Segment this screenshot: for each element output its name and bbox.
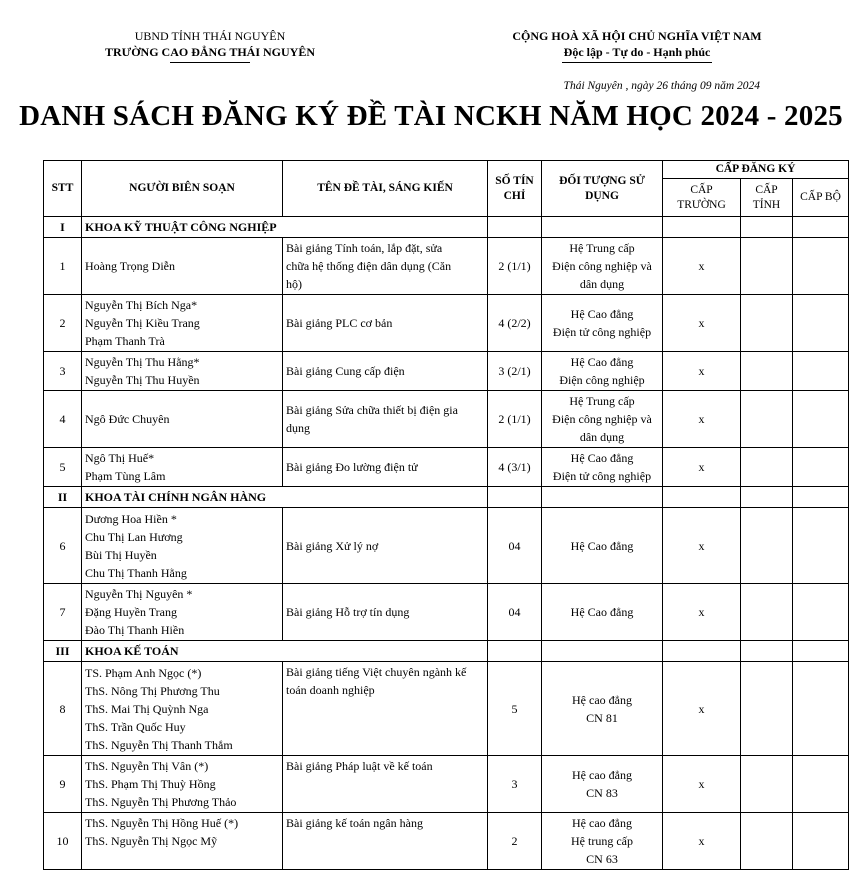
topic-line: Bài giảng Tính toán, lắp đặt, sửa: [286, 241, 443, 255]
author-name: ThS. Phạm Thị Thuỳ Hồng: [85, 777, 216, 791]
row-authors: [82, 662, 283, 756]
row-target: [542, 508, 663, 584]
author-name: TS. Phạm Anh Ngọc (*): [85, 665, 202, 680]
row-level-province: [741, 756, 793, 813]
motto-underline: [562, 62, 712, 63]
table-row: [44, 584, 849, 641]
row-credits: 4 (2/2): [488, 295, 542, 352]
row-stt: 4: [44, 391, 82, 448]
topic-line: Bài giảng Hỗ trợ tín dụng: [286, 605, 410, 619]
province-committee: UBND TỈNH THÁI NGUYÊN: [134, 29, 286, 43]
section-number: I: [44, 217, 82, 238]
author-name: Nguyễn Thị Kiều Trang: [85, 316, 200, 330]
row-level-ministry: [793, 448, 849, 487]
author-name: ThS. Nguyễn Thị Thanh Thắm: [85, 737, 233, 752]
section-name: KHOA KẾ TOÁN: [82, 641, 488, 662]
row-topic: [283, 295, 488, 352]
author-name: Nguyễn Thị Nguyên *: [85, 587, 193, 601]
target-line: Hệ cao đẳng: [572, 768, 632, 782]
header-level-school: CẤP TRƯỜNG: [663, 179, 741, 217]
topic-line: Bài giảng PLC cơ bản: [286, 316, 393, 330]
row-level-school: x: [663, 352, 741, 391]
row-level-province: [741, 662, 793, 756]
author-name: Ngô Đức Chuyên: [85, 412, 170, 426]
section-row: [44, 217, 849, 238]
empty-cell: [741, 487, 793, 508]
row-authors: [82, 295, 283, 352]
target-line: Hệ trung cấp: [571, 834, 633, 848]
target-line: Điện công nghiệp và: [552, 259, 652, 273]
target-line: dân dụng: [579, 277, 625, 291]
row-stt: 7: [44, 584, 82, 641]
row-stt: 6: [44, 508, 82, 584]
row-credits: 4 (3/1): [488, 448, 542, 487]
table-row: [44, 352, 849, 391]
target-line: Hệ Cao đẳng: [570, 538, 634, 553]
empty-cell: [542, 487, 663, 508]
nation-name: CỘNG HOÀ XÃ HỘI CHỦ NGHĨA VIỆT NAM: [512, 29, 762, 43]
empty-cell: [542, 641, 663, 662]
row-topic: [283, 662, 488, 756]
topic-line: Bài giảng Pháp luật về kế toán: [286, 759, 433, 773]
row-authors: [82, 448, 283, 487]
row-level-school: x: [663, 584, 741, 641]
empty-cell: [488, 217, 542, 238]
empty-cell: [542, 217, 663, 238]
row-stt: 1: [44, 238, 82, 295]
header-level-province: CẤP TỈNH: [741, 179, 793, 217]
author-name: Đào Thị Thanh Hiền: [85, 623, 185, 637]
row-level-ministry: [793, 352, 849, 391]
row-target: [542, 662, 663, 756]
target-line: Hệ Cao đẳng: [570, 605, 634, 619]
row-stt: 3: [44, 352, 82, 391]
row-topic: [283, 448, 488, 487]
document-title: DANH SÁCH ĐĂNG KÝ ĐỀ TÀI NCKH NĂM HỌC 2024 - 2025: [19, 100, 843, 132]
row-authors: [82, 756, 283, 813]
header-target: ĐỐI TƯỢNG SỬ DỤNG: [542, 161, 663, 217]
target-line: Điện công nghiệp: [559, 373, 645, 387]
row-authors: [82, 813, 283, 870]
topic-line: dụng: [286, 421, 310, 435]
table-row: [44, 662, 849, 756]
author-name: Chu Thị Thanh Hằng: [85, 565, 187, 580]
row-target: [542, 352, 663, 391]
row-level-school: x: [663, 756, 741, 813]
table-row: [44, 448, 849, 487]
header-level: CẤP ĐĂNG KÝ: [663, 161, 849, 179]
author-name: Đặng Huyền Trang: [85, 605, 177, 619]
row-credits: 3 (2/1): [488, 352, 542, 391]
row-credits: 04: [488, 508, 542, 584]
row-level-school: x: [663, 295, 741, 352]
target-line: Hệ cao đẳng: [572, 816, 632, 830]
row-level-province: [741, 813, 793, 870]
empty-cell: [793, 487, 849, 508]
row-target: [542, 295, 663, 352]
row-credits: 2 (1/1): [488, 238, 542, 295]
row-topic: [283, 756, 488, 813]
row-level-ministry: [793, 295, 849, 352]
table-row: [44, 391, 849, 448]
row-level-school: x: [663, 508, 741, 584]
section-name: KHOA KỸ THUẬT CÔNG NGHIỆP: [82, 217, 488, 238]
target-line: Hệ Trung cấp: [569, 394, 635, 408]
empty-cell: [741, 217, 793, 238]
row-credits: 2 (1/1): [488, 391, 542, 448]
row-level-school: x: [663, 813, 741, 870]
row-topic: [283, 584, 488, 641]
topic-line: toán doanh nghiệp: [286, 683, 375, 697]
row-authors: [82, 352, 283, 391]
empty-cell: [488, 641, 542, 662]
author-name: Phạm Tùng Lâm: [85, 469, 166, 483]
row-topic: [283, 391, 488, 448]
target-line: Điện công nghiệp và: [552, 412, 652, 426]
row-level-school: x: [663, 662, 741, 756]
row-level-school: x: [663, 448, 741, 487]
author-name: ThS. Nông Thị Phương Thu: [85, 683, 220, 698]
author-name: ThS. Nguyễn Thị Ngọc Mỹ: [85, 834, 218, 848]
row-credits: 2: [488, 813, 542, 870]
row-target: [542, 448, 663, 487]
row-credits: 3: [488, 756, 542, 813]
row-authors: [82, 238, 283, 295]
empty-cell: [663, 487, 741, 508]
target-line: CN 63: [586, 852, 618, 866]
college-name: TRƯỜNG CAO ĐẲNG THÁI NGUYÊN: [104, 45, 315, 59]
table-row: [44, 813, 849, 870]
target-line: CN 83: [586, 786, 618, 800]
author-name: Chu Thị Lan Hương: [85, 529, 183, 544]
section-number: III: [44, 641, 82, 662]
row-level-province: [741, 391, 793, 448]
header-stt: STT: [44, 161, 82, 217]
target-line: Hệ Cao đẳng: [570, 451, 634, 465]
row-level-ministry: [793, 662, 849, 756]
row-stt: 9: [44, 756, 82, 813]
table-row: [44, 295, 849, 352]
header-left: [95, 28, 325, 63]
row-level-ministry: [793, 756, 849, 813]
row-target: [542, 756, 663, 813]
empty-cell: [663, 641, 741, 662]
author-name: ThS. Nguyễn Thị Vân (*): [85, 759, 209, 773]
empty-cell: [793, 641, 849, 662]
row-level-ministry: [793, 238, 849, 295]
author-name: ThS. Nguyễn Thị Hồng Huế (*): [85, 816, 239, 830]
table-row: [44, 508, 849, 584]
row-topic: [283, 238, 488, 295]
author-name: Bùi Thị Huyền: [85, 547, 157, 562]
row-credits: 04: [488, 584, 542, 641]
target-line: Điện tử công nghiệp: [552, 469, 652, 483]
document-date: Thái Nguyên , ngày 26 tháng 09 năm 2024: [563, 80, 760, 92]
college-underline: [170, 62, 250, 63]
author-name: Ngô Thị Huế*: [85, 451, 155, 465]
topic-line: Bài giảng Sửa chữa thiết bị điện gia: [286, 403, 458, 417]
topic-line: Bài giảng tiếng Việt chuyên ngành kế: [286, 665, 467, 679]
table-row: [44, 756, 849, 813]
topic-line: Bài giảng Đo lường điện tử: [286, 460, 418, 474]
header-credits: SỐ TÍN CHỈ: [488, 161, 542, 217]
section-row: [44, 641, 849, 662]
row-level-school: x: [663, 238, 741, 295]
row-stt: 8: [44, 662, 82, 756]
header-level-ministry: CẤP BỘ: [793, 179, 849, 217]
author-name: ThS. Nguyễn Thị Phương Thảo: [85, 795, 237, 809]
row-target: [542, 584, 663, 641]
author-name: Hoàng Trọng Diễn: [85, 259, 176, 273]
header-author: NGƯỜI BIÊN SOẠN: [82, 161, 283, 217]
motto: Độc lập - Tự do - Hạnh phúc: [563, 45, 711, 59]
row-level-ministry: [793, 813, 849, 870]
target-line: CN 81: [586, 710, 618, 725]
target-line: Hệ Trung cấp: [569, 241, 635, 255]
registration-table: [43, 160, 849, 870]
author-name: ThS. Mai Thị Quỳnh Nga: [85, 701, 209, 716]
row-level-province: [741, 295, 793, 352]
row-stt: 5: [44, 448, 82, 487]
row-target: [542, 238, 663, 295]
header-right: [498, 28, 776, 63]
row-topic: [283, 813, 488, 870]
topic-line: Bài giảng Cung cấp điện: [286, 364, 405, 378]
table-row: [44, 238, 849, 295]
row-topic: [283, 352, 488, 391]
header-topic: TÊN ĐỀ TÀI, SÁNG KIẾN: [283, 161, 488, 217]
row-level-province: [741, 508, 793, 584]
empty-cell: [793, 217, 849, 238]
row-level-province: [741, 352, 793, 391]
target-line: Hệ Cao đẳng: [570, 355, 634, 369]
row-target: [542, 391, 663, 448]
empty-cell: [741, 641, 793, 662]
row-stt: 2: [44, 295, 82, 352]
row-authors: [82, 391, 283, 448]
row-authors: [82, 508, 283, 584]
target-line: Hệ Cao đẳng: [570, 307, 634, 321]
target-line: Hệ cao đẳng: [572, 692, 632, 707]
section-row: [44, 487, 849, 508]
row-level-ministry: [793, 584, 849, 641]
author-name: ThS. Trần Quốc Huy: [85, 719, 186, 734]
author-name: Nguyễn Thị Thu Hằng*: [85, 355, 200, 369]
author-name: Nguyễn Thị Bích Nga*: [85, 298, 198, 312]
section-number: II: [44, 487, 82, 508]
topic-line: Bài giảng Xử lý nợ: [286, 538, 379, 553]
empty-cell: [663, 217, 741, 238]
row-authors: [82, 584, 283, 641]
row-stt: 10: [44, 813, 82, 870]
author-name: Nguyễn Thị Thu Huyền: [85, 373, 200, 387]
row-topic: [283, 508, 488, 584]
empty-cell: [488, 487, 542, 508]
row-level-province: [741, 448, 793, 487]
target-line: Điện tử công nghiệp: [552, 325, 652, 339]
section-name: KHOA TÀI CHÍNH NGÂN HÀNG: [82, 487, 488, 508]
row-level-school: x: [663, 391, 741, 448]
table-body: [44, 217, 849, 870]
author-name: Dương Hoa Hiền *: [85, 511, 177, 526]
target-line: dân dụng: [579, 430, 625, 444]
topic-line: hộ): [286, 277, 302, 291]
row-credits: 5: [488, 662, 542, 756]
author-name: Phạm Thanh Trà: [85, 334, 165, 348]
topic-line: chữa hệ thống điện dân dụng (Căn: [286, 259, 452, 273]
row-level-ministry: [793, 391, 849, 448]
row-level-ministry: [793, 508, 849, 584]
topic-line: Bài giảng kế toán ngân hàng: [286, 816, 423, 830]
row-level-province: [741, 238, 793, 295]
row-target: [542, 813, 663, 870]
row-level-province: [741, 584, 793, 641]
